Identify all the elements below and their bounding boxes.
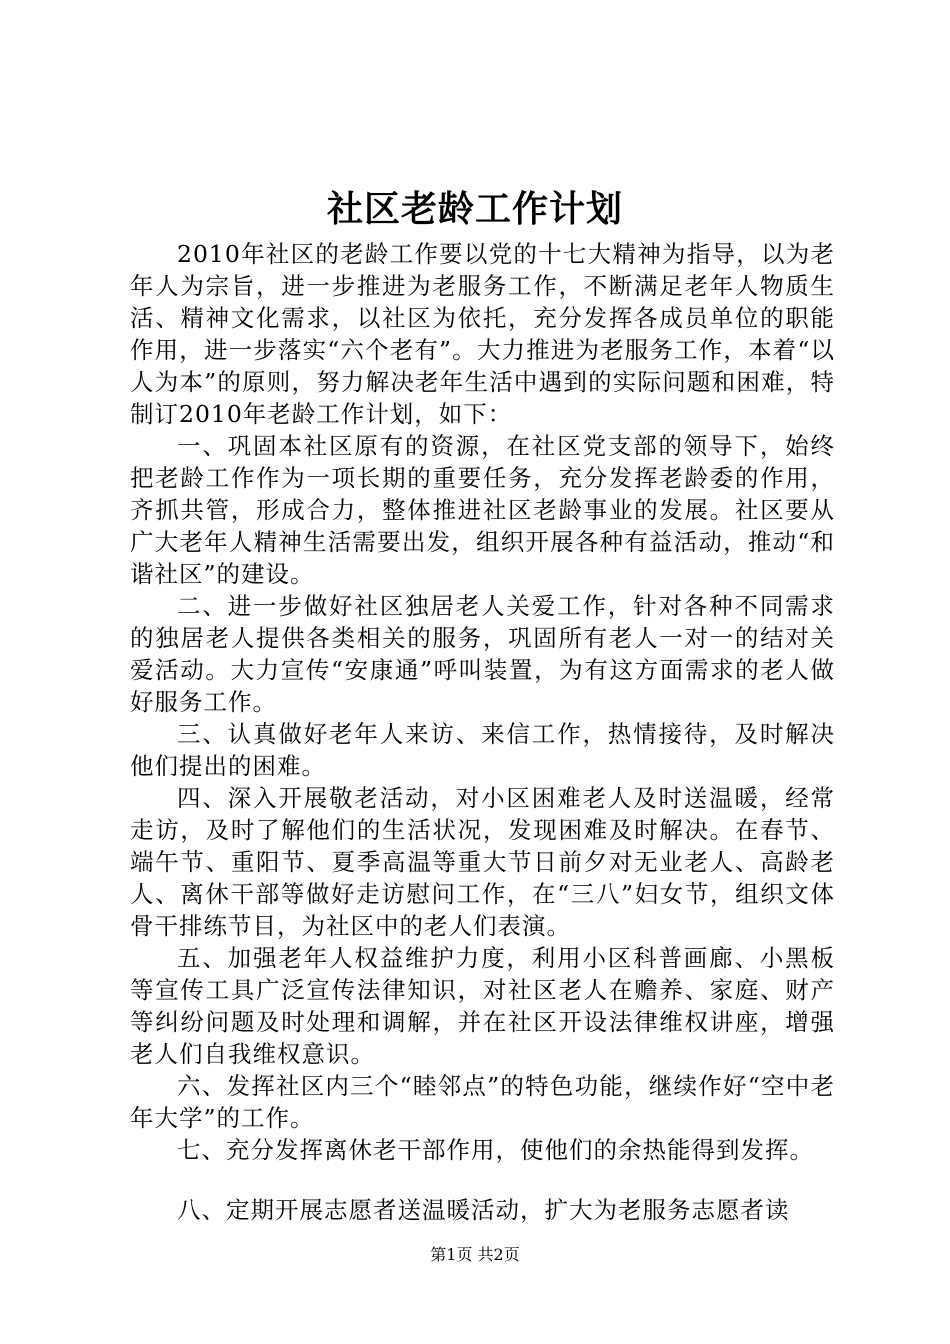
document-body [130,238,835,1226]
section-3-paragraph: 三、认真做好老年人来访、来信工作，热情接待，及时解决他们提出的困难。 [130,720,835,780]
section-5-paragraph: 五、加强老年人权益维护力度，利用小区科普画廊、小黑板等宣传工具广泛宣传法律知识，对社区老人在赡养、家庭、财产等纠纷问题及时处理和调解，并在社区开设法律维权讲座，增强老人们自我维权意识。 [130,944,835,1068]
section-8-paragraph: 八、定期开展志愿者送温暖活动，扩大为老服务志愿者读 [177,1196,790,1224]
intro-paragraph: 2010年社区的老龄工作要以党的十七大精神为指导，以为老年人为宗旨，进一步推进为老服务工作，不断满足老年人物质生活、精神文化需求，以社区为依托，充分发挥各成员单位的职能作用，进一步落实“六个老有”。大力推进为老服务工作，本着“以人为本”的原则，努力解决老年生活中遇到的实际问题和困难，特制订2010年老龄工作计划，如下： [130,240,835,428]
section-1-paragraph: 一、巩固本社区原有的资源，在社区党支部的领导下，始终把老龄工作作为一项长期的重要任务，充分发挥老龄委的作用，齐抓共管，形成合力，整体推进社区老龄事业的发展。社区要从广大老年人精神生活需要出发，组织开展各种有益活动，推动“和谐社区”的建设。 [130,432,835,588]
section-6-paragraph: 六、发挥社区内三个“睦邻点”的特色功能，继续作好“空中老年大学”的工作。 [130,1072,835,1132]
section-7-paragraph: 七、充分发挥离休老干部作用，使他们的余热能得到发挥。 [177,1136,814,1164]
page-footer: 第1页 共2页 [430,1245,520,1264]
section-4-paragraph: 四、深入开展敬老活动，对小区困难老人及时送温暖，经常走访，及时了解他们的生活状况，发现困难及时解决。在春节、端午节、重阳节、夏季高温等重大节日前夕对无业老人、高龄老人、离休干部等做好走访慰问工作，在“三八”妇女节，组织文体骨干排练节目，为社区中的老人们表演。 [130,784,835,940]
document-title: 社区老龄工作计划 [326,188,623,230]
section-2-paragraph: 二、进一步做好社区独居老人关爱工作，针对各种不同需求的独居老人提供各类相关的服务，巩固所有老人一对一的结对关爱活动。大力宣传“安康通”呼叫装置，为有这方面需求的老人做好服务工作。 [130,592,835,716]
